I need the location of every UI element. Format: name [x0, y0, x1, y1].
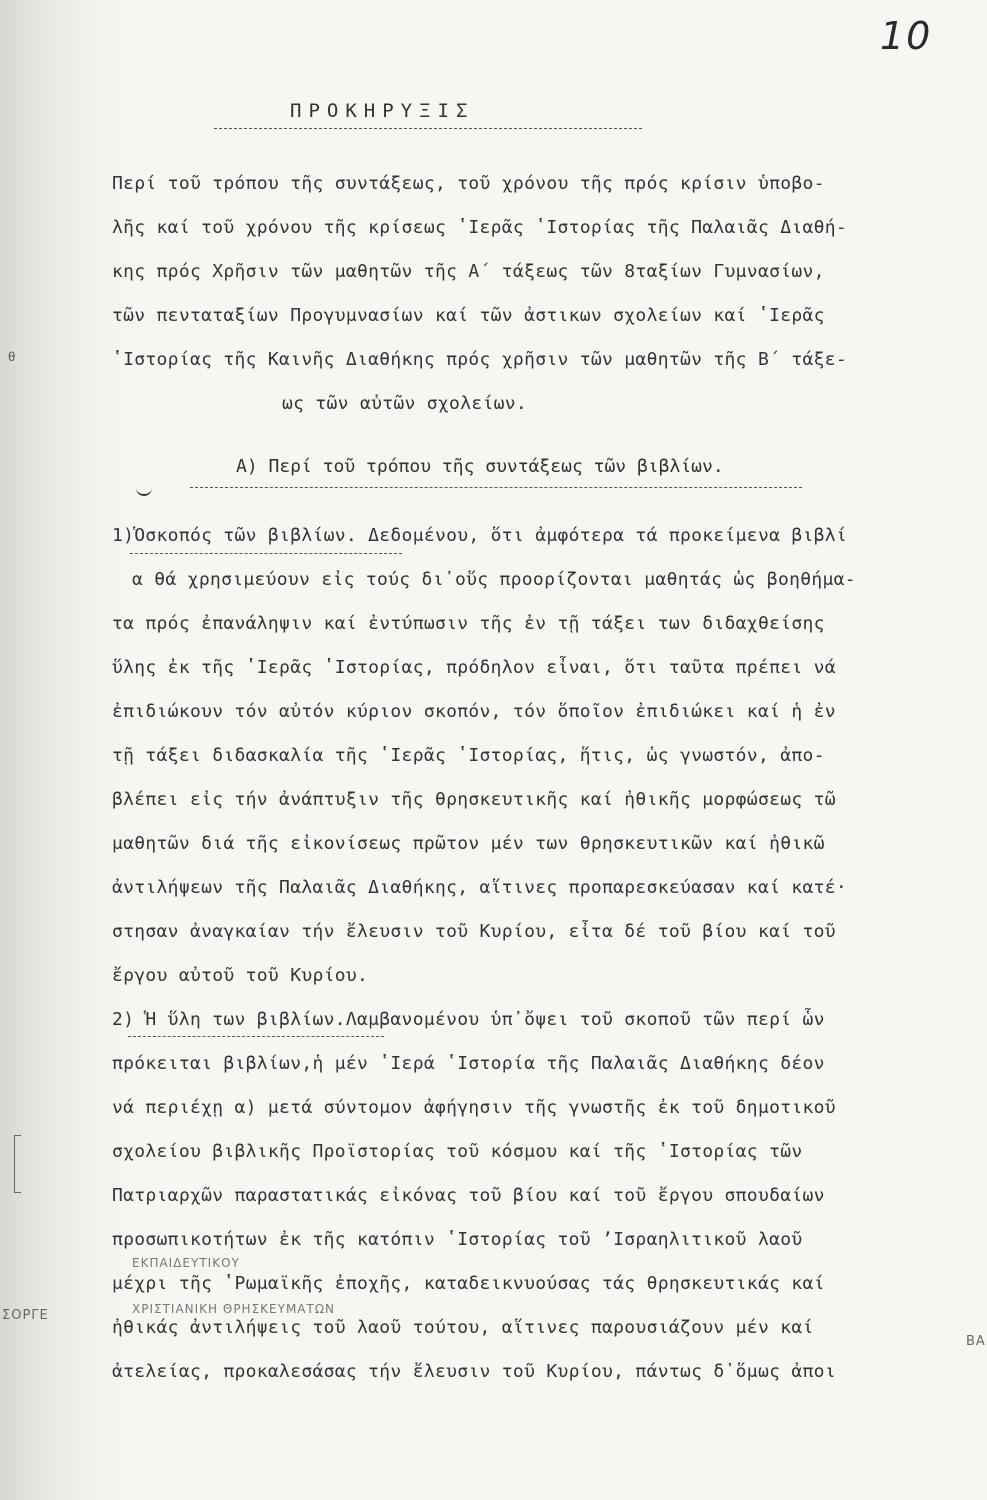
- text-line: ἔργου αὐτοῦ τοῦ Κυρίου.: [112, 965, 369, 986]
- stamp-line: ΧΡΙΣΤΙΑΝΙΚΗ ΘΡΗΣΚΕΥΜΑΤΩΝ: [132, 1302, 335, 1316]
- text-line: βλέπει εἰς τήν ἀνάπτυξιν τῆς θρησκευτικῆς καί ἠθικῆς μορφώσεως τῶ: [112, 789, 836, 810]
- heading-underline: [128, 1036, 384, 1037]
- text-line: τῶν πενταταξίων Προγυμνασίων καί τῶν ἀστικων σχολείων καί ʽΙερᾶς: [112, 305, 825, 326]
- page-number: 10: [880, 14, 933, 58]
- text-line: 2) Ἡ ὕλη των βιβλίων.Λαμβανομένου ὑπ᾽ὄψει τοῦ σκοποῦ τῶν περί ὧν: [112, 1009, 825, 1030]
- text-line: ἀντιλήψεων τῆς Παλαιᾶς Διαθήκης, αἵτινες προπαρεσκεύασαν καί κατέ·: [112, 877, 848, 898]
- document-title: ΠΡΟΚΗΡΥΞΙΣ: [290, 100, 475, 122]
- text-line: πρόκειται βιβλίων,ἡ μέν ʽΙερά ʽΙστορία τῆς Παλαιᾶς Διαθήκης δέον: [112, 1053, 825, 1074]
- text-line: τῇ τάξει διδασκαλία τῆς ʽΙερᾶς ʽΙστορίας, ἥτις, ὡς γνωστόν, ἀπο-: [112, 745, 825, 766]
- text-line: ἠθικάς ἀντιλήψεις τοῦ λαοῦ τούτου, αἵτινες παρουσιάζουν μέν καί: [112, 1317, 814, 1338]
- text-line: σχολείου βιβλικῆς Προϊστορίας τοῦ κόσμου καί τῆς ʽΙστορίας τῶν: [112, 1141, 803, 1162]
- text-line: ὕλης ἐκ τῆς ʽΙερᾶς ʽΙστορίας, πρόδηλον εἶναι, ὅτι ταῦτα πρέπει νά: [112, 657, 836, 678]
- text-line: Πατριαρχῶν παραστατικάς εἰκόνας τοῦ βίου καί τοῦ ἔργου σπουδαίων: [112, 1185, 825, 1206]
- edge-mark: ΣΟΡΓΕ: [2, 1308, 49, 1323]
- text-line: νά περιέχῃ α) μετά σύντομον ἀφήγησιν τῆς γνωστῆς ἐκ τοῦ δημοτικοῦ: [112, 1097, 836, 1118]
- text-line: 1)Ὁσκοπός τῶν βιβλίων. Δεδομένου, ὅτι ἀμφότερα τά προκείμενα βιβλί: [112, 525, 848, 546]
- margin-bracket: [14, 1135, 21, 1193]
- text-line: Περί τοῦ τρόπου τῆς συντάξεως, τοῦ χρόνου τῆς πρός κρίσιν ὑποβο-: [112, 173, 825, 194]
- text-line: προσωπικοτήτων ἐκ τῆς κατόπιν ʽΙστορίας τοῦ ʼΙσραηλιτικοῦ λαοῦ: [112, 1229, 803, 1250]
- edge-mark: ΒΑ: [966, 1334, 986, 1349]
- text-line: ἀτελείας, προκαλεσάσας τήν ἔλευσιν τοῦ Κυρίου, πάντως δ᾽ὅμως ἀποι: [112, 1361, 836, 1382]
- text-line: στησαν ἀναγκαίαν τήν ἔλευσιν τοῦ Κυρίου, εἶτα δέ τοῦ βίου καί τοῦ: [112, 921, 836, 942]
- title-underline: [214, 128, 642, 129]
- heading-underline: [130, 553, 402, 554]
- text-line: τα πρός ἐπανάληψιν καί ἐντύπωσιν τῆς ἐν τῇ τάξει των διδαχθείσης: [112, 613, 825, 634]
- text-line: μαθητῶν διά τῆς εἰκονίσεως πρῶτον μέν των θρησκευτικῶν καί ἠθικῶ: [112, 833, 825, 854]
- stamp-line: ΕΚΠΑΙΔΕΥΤΙΚΟΥ: [132, 1256, 240, 1270]
- margin-mark: θ: [8, 350, 16, 364]
- text-line: α θά χρησιμεύουν εἰς τούς δι᾽οὕς προορίζονται μαθητάς ὡς βοηθήμα-: [132, 569, 856, 590]
- text-line: κης πρός Χρῆσιν τῶν μαθητῶν τῆς Α΄ τάξεως τῶν 8ταξίων Γυμνασίων,: [112, 261, 825, 282]
- pen-mark-icon: [136, 486, 152, 496]
- section-heading: Α) Περί τοῦ τρόπου τῆς συντάξεως τῶν βιβλίων.: [236, 456, 724, 477]
- section-underline: [190, 487, 802, 488]
- text-line: μέχρι τῆς ʽΡωμαϊκῆς ἐποχῆς, καταδεικνυούσας τάς θρησκευτικάς καί: [112, 1273, 825, 1294]
- text-line: ἐπιδιώκουν τόν αὐτόν κύριον σκοπόν, τόν ὅποῖον ἐπιδιώκει καί ἡ ἐν: [112, 701, 836, 722]
- text-line: λῆς καί τοῦ χρόνου τῆς κρίσεως ʽΙερᾶς ʽΙστορίας τῆς Παλαιᾶς Διαθή-: [112, 217, 848, 238]
- text-line: ως τῶν αὐτῶν σχολείων.: [282, 393, 528, 414]
- text-line: ʽΙστορίας τῆς Καινῆς Διαθήκης πρός χρῆσιν τῶν μαθητῶν τῆς Β΄ τάξε-: [112, 349, 848, 370]
